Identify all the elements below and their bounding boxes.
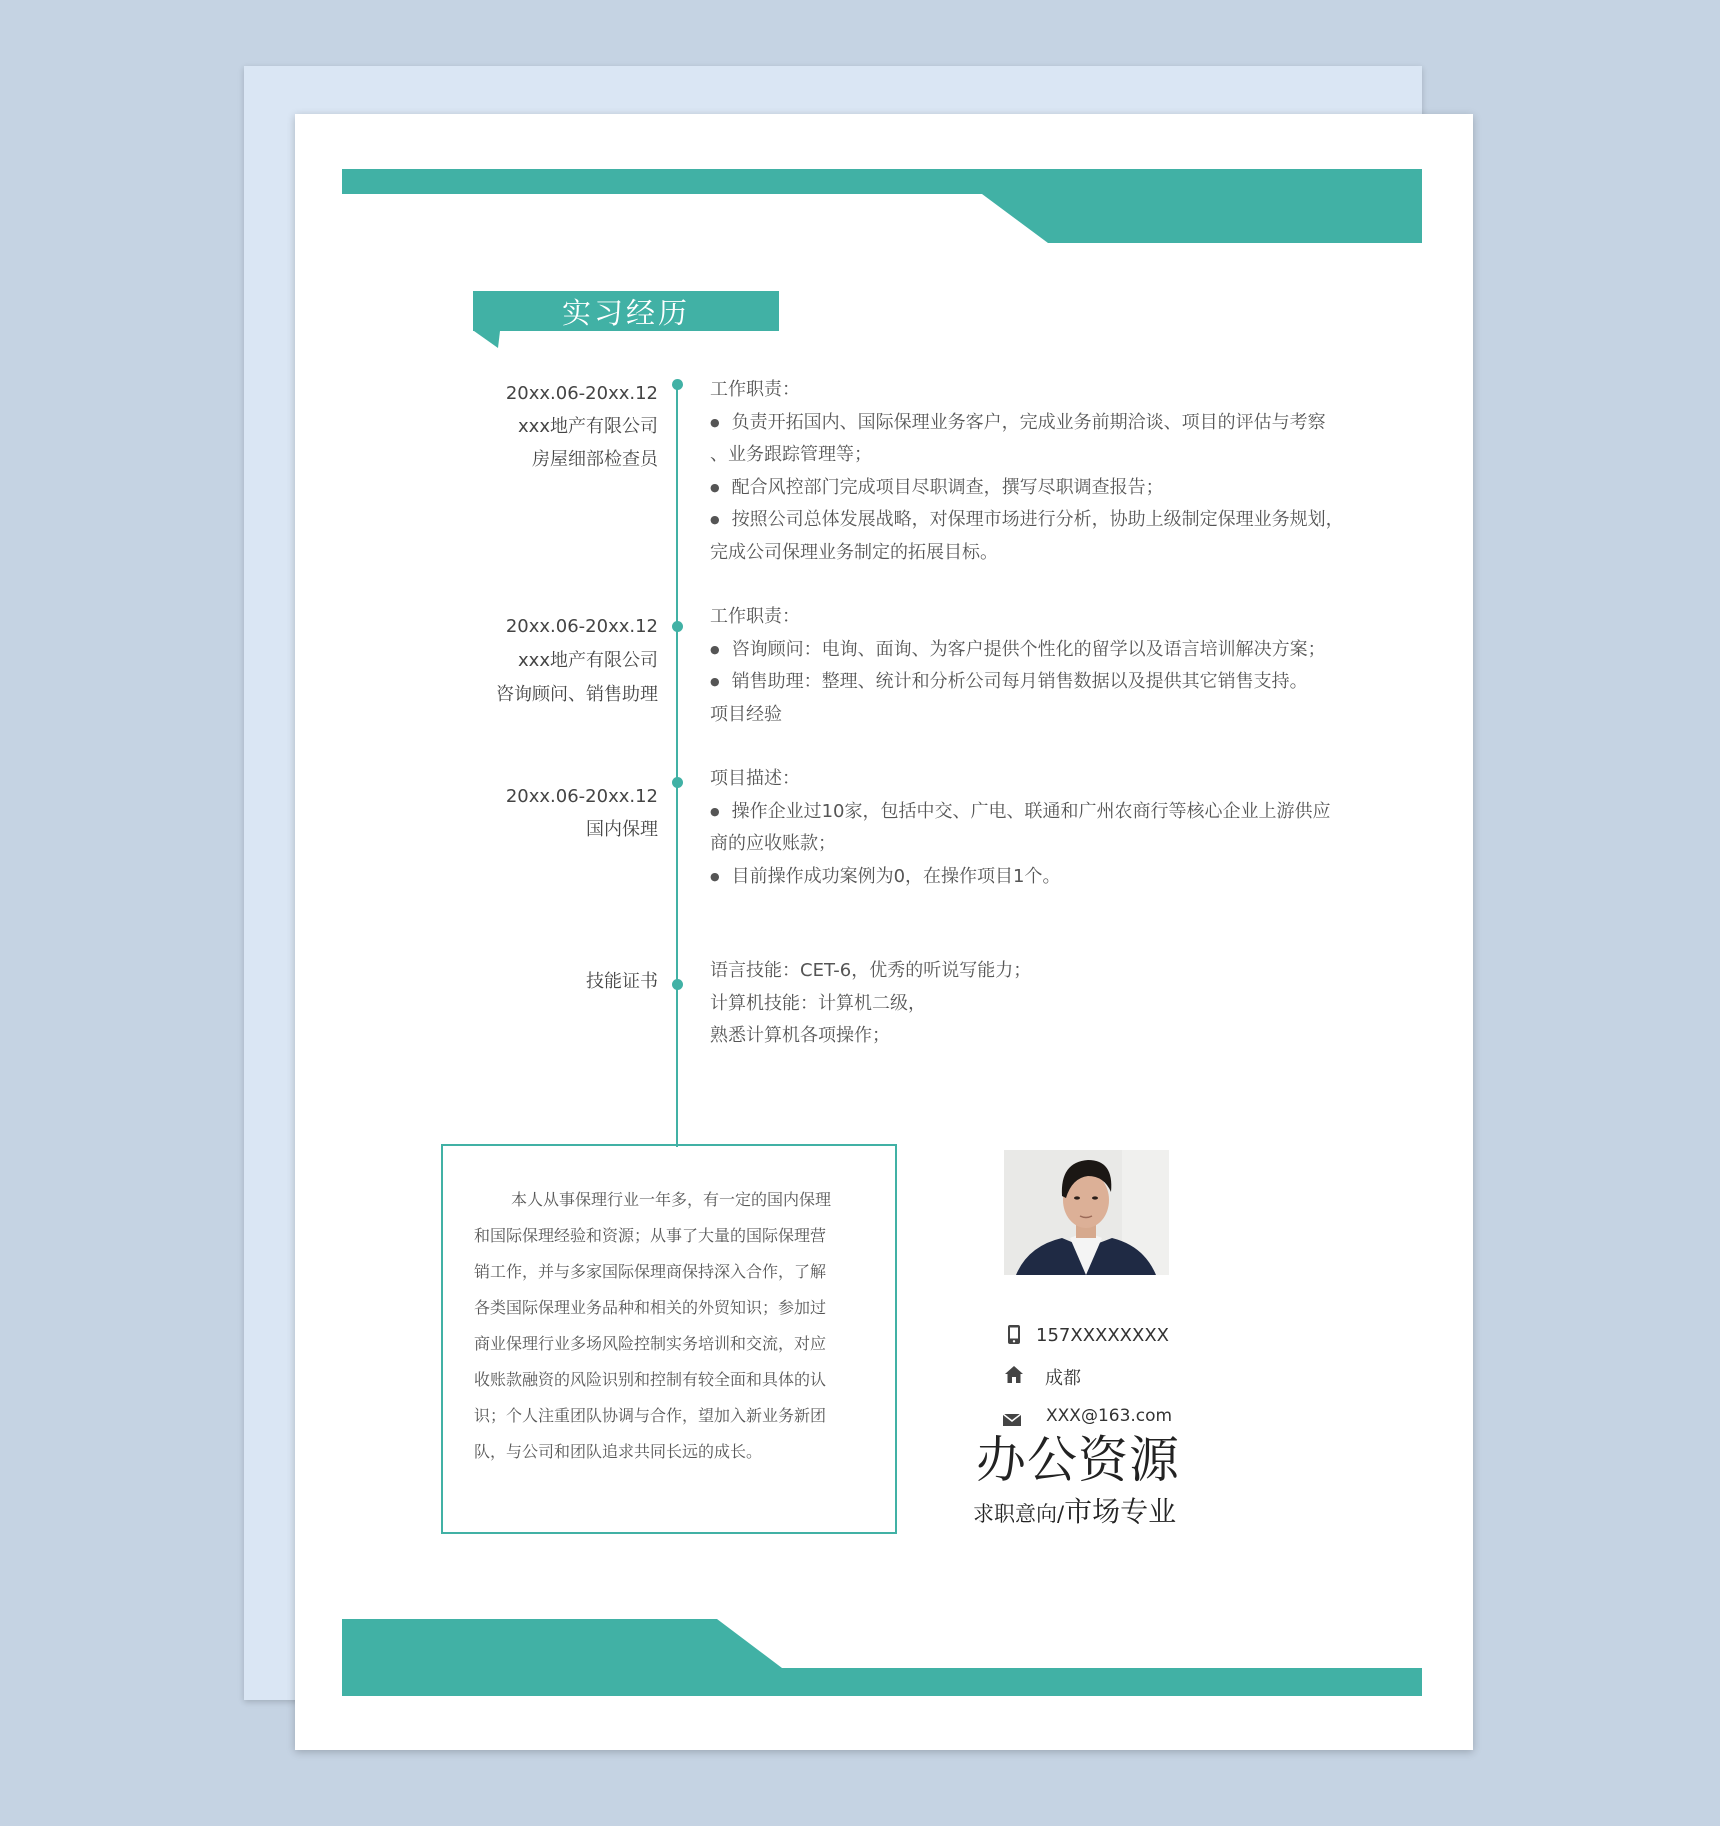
summary-line: 销工作，并与多家国际保理商保持深入合作，了解	[474, 1262, 827, 1281]
summary-line: 收账款融资的风险识别和控制有较全面和具体的认	[474, 1370, 827, 1389]
summary-line: 各类国际保理业务品种和相关的外贸知识；参加过	[474, 1298, 827, 1317]
top-band	[342, 169, 1422, 243]
entry-date: 20xx.06-20xx.12	[505, 786, 658, 807]
skills-heading: 技能证书	[586, 971, 658, 992]
bottom-band	[342, 1619, 1422, 1696]
entry-role: 房屋细部检查员	[532, 449, 658, 470]
job-intent	[973, 1490, 1176, 1530]
section-title: 实习经历	[473, 291, 779, 331]
timeline-entry-meta	[506, 780, 658, 846]
timeline-dot	[672, 979, 683, 990]
detail-bullet: ● 销售助理：整理、统计和分析公司每月销售数据以及提供其它销售支持。	[710, 666, 1350, 699]
phone-number: 157XXXXXXXX	[1036, 1325, 1170, 1346]
detail-line: 项目经验	[710, 703, 782, 725]
summary-line: 本人从事保理行业一年多，有一定的国内保理	[511, 1190, 832, 1209]
timeline-entry-detail	[710, 601, 1350, 731]
entry-date: 20xx.06-20xx.12	[505, 616, 658, 637]
skills-heading-wrap	[586, 965, 658, 998]
summary-line: 商业保理行业多场风险控制实务培训和交流，对应	[474, 1334, 827, 1353]
city: 成都	[1045, 1368, 1081, 1389]
detail-line: 工作职责：	[710, 379, 800, 400]
summary-line: 队，与公司和团队追求共同长远的成长。	[474, 1442, 763, 1461]
entry-date: 20xx.06-20xx.12	[505, 383, 658, 404]
timeline-entry-detail	[710, 763, 1350, 893]
entry-project: 国内保理	[586, 819, 658, 840]
detail-line: 工作职责：	[710, 606, 800, 627]
detail-bullet: ● 咨询顾问：电询、面询、为客户提供个性化的留学以及语言培训解决方案；	[710, 634, 1350, 667]
detail-bullet: ● 操作企业过10家，包括中交、广电、联通和广州农商行等核心企业上游供应	[710, 796, 1350, 829]
summary-line: 和国际保理经验和资源；从事了大量的国际保理营	[474, 1226, 827, 1245]
timeline-entry-meta	[506, 377, 658, 476]
skills-detail	[710, 955, 1350, 1053]
skill-line: 熟悉计算机各项操作；	[710, 1025, 890, 1046]
phone-icon	[1007, 1324, 1021, 1345]
timeline-dot	[672, 777, 683, 788]
timeline-line	[676, 382, 678, 1147]
detail-line: 商的应收账款；	[710, 833, 836, 854]
skill-line: 语言技能：CET-6，优秀的听说写能力；	[710, 960, 1032, 981]
skill-line: 计算机技能：计算机二级，	[710, 992, 926, 1014]
entry-company: xxx地产有限公司	[518, 416, 658, 437]
profile-photo	[1004, 1150, 1169, 1275]
timeline-entry-detail	[710, 374, 1350, 569]
home-icon	[1004, 1365, 1024, 1384]
entry-company: xxx地产有限公司	[518, 650, 658, 671]
self-summary-box	[441, 1144, 897, 1534]
detail-bullet: ● 负责开拓国内、国际保理业务客户，完成业务前期洽谈、项目的评估与考察	[710, 407, 1350, 440]
timeline-dot	[672, 379, 683, 390]
job-intent-value: 市场专业	[1064, 1495, 1177, 1528]
candidate-name: 办公资源	[976, 1431, 1180, 1489]
timeline-dot	[672, 621, 683, 632]
summary-line: 识；个人注重团队协调与合作，望加入新业务新团	[474, 1406, 827, 1425]
detail-bullet: ● 按照公司总体发展战略，对保理市场进行分析，协助上级制定保理业务规划，	[710, 504, 1350, 537]
detail-line: 完成公司保理业务制定的拓展目标。	[710, 541, 998, 563]
section-tag-tail	[474, 331, 500, 348]
job-intent-label: 求职意向/	[973, 1502, 1065, 1526]
detail-bullet: ● 配合风控部门完成项目尽职调查，撰写尽职调查报告；	[710, 472, 1350, 505]
email: XXX@163.com	[1046, 1406, 1173, 1426]
detail-line: 、业务跟踪管理等；	[710, 444, 872, 465]
detail-bullet: ● 目前操作成功案例为0，在操作项目1个。	[710, 861, 1350, 894]
entry-role: 咨询顾问、销售助理	[496, 684, 658, 705]
detail-line: 项目描述：	[710, 768, 800, 789]
timeline-entry-meta	[496, 610, 658, 712]
